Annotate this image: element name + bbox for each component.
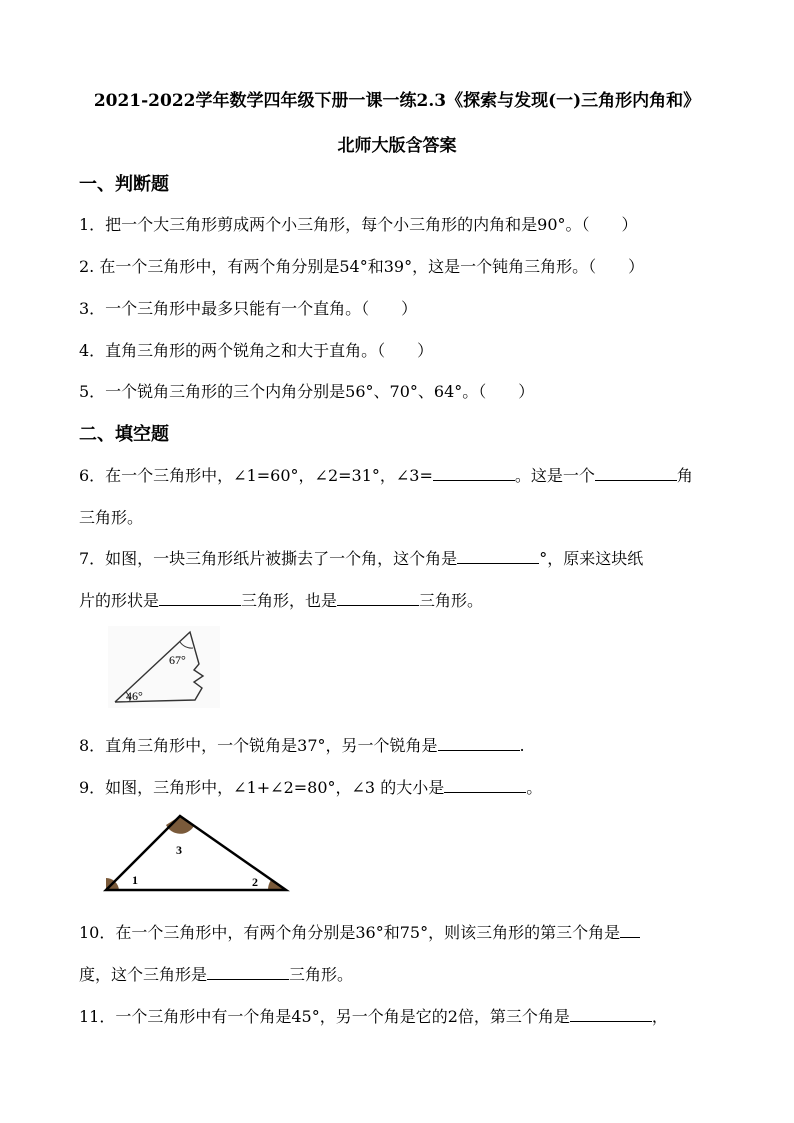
question-6	[79, 463, 693, 486]
question-6-text-b: 。这是一个	[514, 466, 595, 485]
answer-blank[interactable]	[159, 590, 241, 606]
torn-triangle-figure	[108, 626, 220, 708]
answer-blank[interactable]	[570, 1006, 652, 1022]
question-7-text-e: 三角形。	[419, 591, 484, 610]
answer-blank[interactable]	[444, 777, 526, 793]
angle-label-3: 3	[176, 843, 182, 857]
answer-blank[interactable]	[433, 465, 515, 481]
answer-blank[interactable]	[457, 548, 539, 564]
question-10-text-c: 三角形。	[289, 965, 354, 984]
question-7-text-b: °，原来这块纸	[539, 549, 644, 568]
question-6-cont: 三角形。	[79, 508, 144, 527]
title-line-1: 2021-2022学年数学四年级下册一课一练2.3《探索与发现(一)三角形内角和》	[93, 91, 701, 111]
question-5: 5．一个锐角三角形的三个内角分别是56°、70°、64°。（ ）	[79, 382, 535, 401]
question-2: 2. 在一个三角形中，有两个角分别是54°和39°，这是一个钝角三角形。（ ）	[79, 257, 645, 276]
answer-blank[interactable]	[595, 465, 677, 481]
figure-background	[108, 626, 220, 708]
title-line-2: 北师大版含答案	[337, 136, 457, 156]
question-8	[79, 733, 525, 756]
question-3: 3．一个三角形中最多只能有一个直角。（ ）	[79, 299, 418, 318]
question-7-text-c: 片的形状是	[79, 591, 160, 610]
angle-label-1: 1	[132, 873, 138, 887]
question-8-text-b: .	[519, 736, 525, 755]
triangle-figure-9	[100, 812, 292, 896]
question-7-cont	[79, 588, 483, 611]
question-9-text-a: 9．如图，三角形中，∠1+∠2=80°，∠3 的大小是	[79, 778, 445, 797]
question-7-text-a: 7．如图，一块三角形纸片被撕去了一个角，这个角是	[79, 549, 458, 568]
angle-label-67: 67°	[169, 653, 186, 667]
question-11-text-a: 11．一个三角形中有一个角是45°，另一个角是它的2倍，第三个角是	[79, 1007, 570, 1026]
question-1: 1．把一个大三角形剪成两个小三角形，每个小三角形的内角和是90°。（ ）	[79, 215, 638, 234]
question-9	[79, 775, 542, 798]
question-7	[79, 546, 643, 569]
question-10-cont	[79, 962, 353, 985]
question-11	[79, 1004, 668, 1027]
answer-blank[interactable]	[207, 964, 289, 980]
question-10-text-b: 度，这个三角形是	[79, 965, 208, 984]
question-6-text-c: 角	[676, 466, 693, 485]
question-4: 4．直角三角形的两个锐角之和大于直角。（ ）	[79, 341, 434, 360]
answer-blank[interactable]	[620, 922, 640, 938]
section-fill: 二、填空题	[79, 424, 169, 445]
question-10-text-a: 10．在一个三角形中，有两个角分别是36°和75°，则该三角形的第三个角是	[79, 923, 621, 942]
question-6-text-a: 6．在一个三角形中，∠1=60°，∠2=31°，∠3=	[79, 466, 433, 485]
question-8-text-a: 8．直角三角形中，一个锐角是37°，另一个锐角是	[79, 736, 438, 755]
answer-blank[interactable]	[438, 735, 520, 751]
question-7-text-d: 三角形，也是	[241, 591, 338, 610]
angle-label-46: 46°	[126, 689, 143, 703]
question-11-text-b: ，	[651, 1007, 668, 1026]
question-9-text-b: 。	[526, 778, 543, 797]
section-judge: 一、判断题	[79, 174, 169, 195]
question-10	[79, 920, 640, 943]
angle-label-2: 2	[252, 875, 258, 889]
answer-blank[interactable]	[337, 590, 419, 606]
